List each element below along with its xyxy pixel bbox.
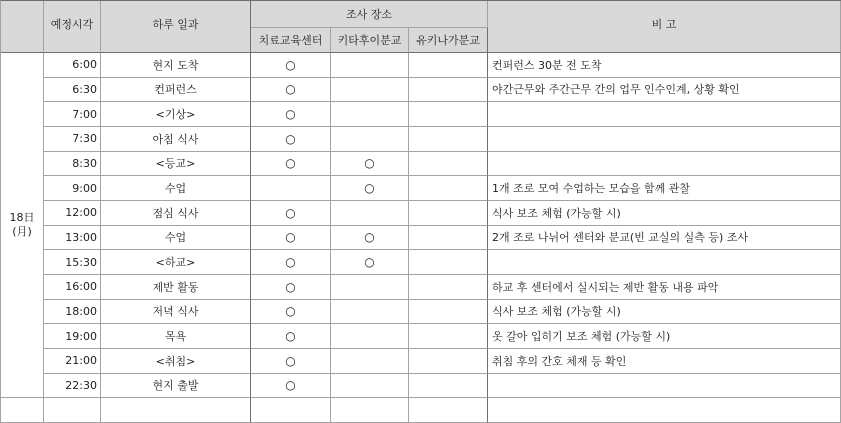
date-weekday: (月) [12,225,32,239]
remarks-cell: 야간근무와 주간근무 간의 업무 인수인계, 상황 확인 [488,78,841,103]
site-mark-therapy-center [251,176,331,201]
time-cell: 16:00 [44,275,101,300]
time-cell: 22:30 [44,374,101,399]
remarks-header: 비 고 [488,1,841,53]
site-mark-kitahui-branch [331,201,409,226]
empty-date-cell [1,398,44,423]
site-mark-kitahui-branch: ○ [331,152,409,177]
site-mark-yukinaga-branch [409,102,488,127]
date-day: 18日 [9,211,35,225]
site-mark-therapy-center: ○ [251,78,331,103]
site-mark-therapy-center: ○ [251,53,331,78]
remarks-cell [488,250,841,275]
time-cell: 19:00 [44,324,101,349]
site-mark-therapy-center: ○ [251,127,331,152]
site-mark-yukinaga-branch [409,374,488,399]
remarks-cell: 컨퍼런스 30분 전 도착 [488,53,841,78]
site-mark-kitahui-branch: ○ [331,226,409,251]
time-cell: 13:00 [44,226,101,251]
remarks-cell [488,152,841,177]
remarks-cell: 2개 조로 나뉘어 센터와 분교(빈 교실의 실측 등) 조사 [488,226,841,251]
time-cell: 18:00 [44,300,101,325]
activity-cell: <취침> [101,349,251,374]
site-mark-yukinaga-branch [409,53,488,78]
site-mark-therapy-center: ○ [251,374,331,399]
activity-cell: 점심 식사 [101,201,251,226]
empty-site-cell [409,398,488,423]
time-header: 예정시각 [44,1,101,53]
time-cell: 8:30 [44,152,101,177]
activity-cell: 현지 도착 [101,53,251,78]
site-mark-therapy-center: ○ [251,250,331,275]
site-mark-yukinaga-branch [409,300,488,325]
activity-cell: 수업 [101,176,251,201]
site-mark-yukinaga-branch [409,250,488,275]
empty-time-cell [44,398,101,423]
time-cell: 6:00 [44,53,101,78]
time-cell: 12:00 [44,201,101,226]
time-cell: 6:30 [44,78,101,103]
site-mark-therapy-center: ○ [251,324,331,349]
date-column-header [1,1,44,53]
time-cell: 9:00 [44,176,101,201]
activity-cell: <등교> [101,152,251,177]
remarks-cell [488,374,841,399]
empty-remarks-cell [488,398,841,423]
site-mark-yukinaga-branch [409,275,488,300]
site-mark-therapy-center: ○ [251,275,331,300]
site-mark-yukinaga-branch [409,176,488,201]
time-cell: 7:30 [44,127,101,152]
activity-cell: <하교> [101,250,251,275]
site-mark-therapy-center: ○ [251,349,331,374]
time-cell: 15:30 [44,250,101,275]
site-mark-kitahui-branch [331,349,409,374]
site-mark-kitahui-branch [331,78,409,103]
site-mark-yukinaga-branch [409,152,488,177]
site-mark-kitahui-branch [331,102,409,127]
site-mark-therapy-center: ○ [251,102,331,127]
remarks-cell: 하교 후 센터에서 실시되는 제반 활동 내용 파악 [488,275,841,300]
time-cell: 21:00 [44,349,101,374]
remarks-cell: 취침 후의 간호 체재 등 확인 [488,349,841,374]
survey-location-header: 조사 장소 [251,1,488,28]
site-mark-therapy-center: ○ [251,152,331,177]
site-mark-kitahui-branch [331,300,409,325]
site-mark-kitahui-branch: ○ [331,176,409,201]
site-mark-therapy-center: ○ [251,201,331,226]
site-mark-therapy-center: ○ [251,300,331,325]
remarks-cell: 1개 조로 모여 수업하는 모습을 함께 관찰 [488,176,841,201]
empty-activity-cell [101,398,251,423]
site-header-kitahui-branch: 키타후이분교 [331,28,409,53]
activity-cell: <기상> [101,102,251,127]
site-mark-kitahui-branch: ○ [331,250,409,275]
activity-cell: 컨퍼런스 [101,78,251,103]
site-mark-therapy-center: ○ [251,226,331,251]
remarks-cell: 식사 보조 체험 (가능할 시) [488,201,841,226]
site-header-therapy-center: 치료교육센터 [251,28,331,53]
remarks-cell [488,127,841,152]
site-mark-kitahui-branch [331,324,409,349]
activity-header: 하루 일과 [101,1,251,53]
site-mark-yukinaga-branch [409,127,488,152]
remarks-cell: 식사 보조 체험 (가능할 시) [488,300,841,325]
empty-site-cell [331,398,409,423]
site-mark-yukinaga-branch [409,78,488,103]
site-mark-yukinaga-branch [409,201,488,226]
activity-cell: 저녁 식사 [101,300,251,325]
activity-cell: 수업 [101,226,251,251]
site-mark-kitahui-branch [331,53,409,78]
activity-cell: 목욕 [101,324,251,349]
site-header-yukinaga-branch: 유키나가분교 [409,28,488,53]
site-mark-kitahui-branch [331,275,409,300]
site-mark-kitahui-branch [331,374,409,399]
remarks-cell [488,102,841,127]
date-cell [1,53,44,398]
empty-site-cell [251,398,331,423]
site-mark-yukinaga-branch [409,324,488,349]
site-mark-kitahui-branch [331,127,409,152]
site-mark-yukinaga-branch [409,226,488,251]
activity-cell: 현지 출발 [101,374,251,399]
activity-cell: 아침 식사 [101,127,251,152]
remarks-cell: 옷 갈아 입히기 보조 체험 (가능할 시) [488,324,841,349]
site-mark-yukinaga-branch [409,349,488,374]
activity-cell: 제반 활동 [101,275,251,300]
time-cell: 7:00 [44,102,101,127]
